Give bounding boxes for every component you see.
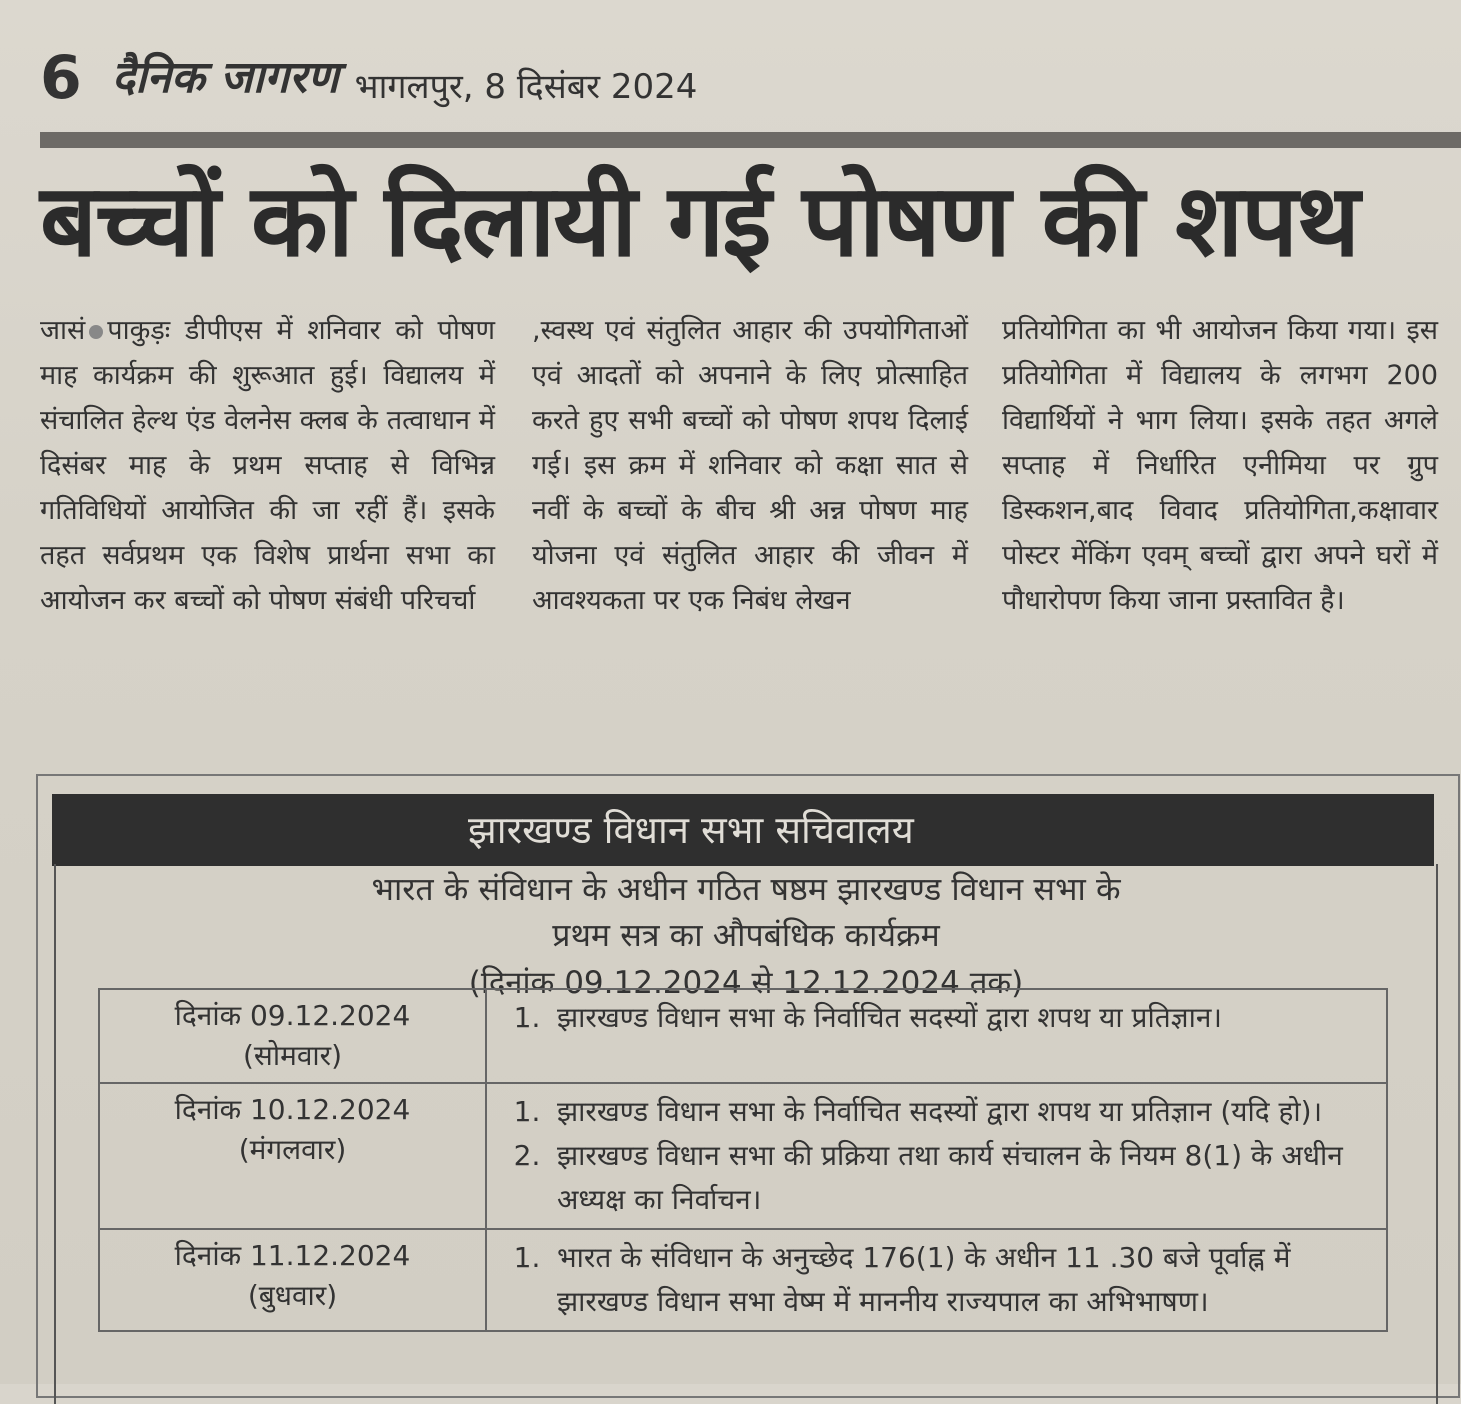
- row-date: दिनांक 09.12.2024: [174, 999, 411, 1032]
- article-column-2: ,स्वस्थ एवं संतुलित आहार की उपयोगिताओं एवं आदतों को अपनाने के लिए प्रोत्साहित करते हुए सभी बच्चों को पोषण शपथ दिलाई गई। इस क्रम में शनिवार को कक्षा सात से नवीं के बच्चों के बीच श्री अन्न पोषण माह योजना एवं संतुलित आहार की जीवन में आवश्यकता पर एक निबंध लेखन: [532, 315, 968, 616]
- dateline-place: पाकुड़ः: [107, 315, 171, 346]
- date-cell: [99, 1229, 486, 1331]
- date-cell: [99, 1083, 486, 1229]
- row-day: (बुधवार): [247, 1279, 338, 1312]
- article-column-3: प्रतियोगिता का भी आयोजन किया गया। इस प्रतियोगिता में विद्यालय के लगभग 200 विद्यार्थियों ने भाग लिया। इसके तहत अगले सप्ताह में निर्धारित एनीमिया पर ग्रुप डिस्कशन,बाद विवाद प्रतियोगिता,कक्षावार पोस्टर मेंकिंग एवम् बच्चों द्वारा अपने घरों में पौधारोपण किया जाना प्रस्तावित है।: [1002, 315, 1438, 616]
- notice-title-line-2: प्रथम सत्र का औपबंधिक कार्यक्रम: [552, 916, 940, 954]
- byline: जासं: [40, 315, 86, 346]
- item-text: झारखण्ड विधान सभा की प्रक्रिया तथा कार्य संचालन के नियम 8(1) के अधीन अध्यक्ष का निर्वाचन।: [557, 1139, 1343, 1216]
- agenda-item: [497, 1236, 1376, 1324]
- page-number: 6: [40, 43, 82, 113]
- masthead-rule: [40, 132, 1461, 148]
- agenda-cell: [486, 989, 1387, 1083]
- date-cell: [99, 989, 486, 1083]
- agenda-item: [497, 1090, 1376, 1134]
- row-date: दिनांक 11.12.2024: [174, 1239, 411, 1272]
- agenda-item: [497, 1134, 1376, 1222]
- row-day: (सोमवार): [242, 1039, 343, 1072]
- row-day: (मंगलवार): [238, 1133, 347, 1166]
- item-text: झारखण्ड विधान सभा के निर्वाचित सदस्यों द्वारा शपथ या प्रतिज्ञान।: [557, 1001, 1223, 1034]
- table-row: [99, 1229, 1387, 1331]
- item-number: 1.: [513, 1241, 541, 1274]
- headline: बच्चों को दिलायी गई पोषण की शपथ: [40, 162, 1358, 279]
- schedule-table: [98, 988, 1388, 1332]
- table-row: [99, 1083, 1387, 1229]
- notice-title-line-1: भारत के संविधान के अधीन गठित षष्ठम झारखण्ड विधान सभा के: [371, 870, 1121, 908]
- row-date: दिनांक 10.12.2024: [174, 1093, 411, 1126]
- article-column-1: [40, 308, 495, 623]
- table-row: [99, 989, 1387, 1083]
- item-number: 1.: [513, 1095, 541, 1128]
- newspaper-name: दैनिक जागरण: [111, 52, 339, 103]
- dateline: भागलपुर, 8 दिसंबर 2024: [354, 67, 698, 107]
- item-number: 1.: [513, 1001, 541, 1034]
- bullet-dot-icon: [89, 325, 103, 339]
- article-text-1: डीपीएस में शनिवार को पोषण माह कार्यक्रम की शुरूआत हुई। विद्यालय में संचालित हेल्थ एंड वेलनेस क्लब के तत्वाधान में दिसंबर माह के प्रथम सप्ताह से विभिन्न गतिविधियों आयोजित की जा रहीं हैं। इसके तहत सर्वप्रथम एक विशेष प्रार्थना सभा का आयोजन कर बच्चों को पोषण संबंधी परिचर्चा: [40, 315, 495, 616]
- notice-title-line-3: (दिनांक 09.12.2024 से 12.12.2024 तक): [468, 965, 1024, 1001]
- agenda-item: [497, 996, 1376, 1040]
- item-number: 2.: [513, 1139, 541, 1172]
- agenda-cell: [486, 1229, 1387, 1331]
- agenda-cell: [486, 1083, 1387, 1229]
- item-text: भारत के संविधान के अनुच्छेद 176(1) के अधीन 11 .30 बजे पूर्वाह्न में झारखण्ड विधान सभा वेष्म में माननीय राज्यपाल का अभिभाषण।: [557, 1241, 1291, 1318]
- notice-heading: झारखण्ड विधान सभा सचिवालय: [52, 794, 1434, 866]
- item-text: झारखण्ड विधान सभा के निर्वाचित सदस्यों द्वारा शपथ या प्रतिज्ञान (यदि हो)।: [557, 1095, 1323, 1128]
- masthead: [40, 28, 698, 113]
